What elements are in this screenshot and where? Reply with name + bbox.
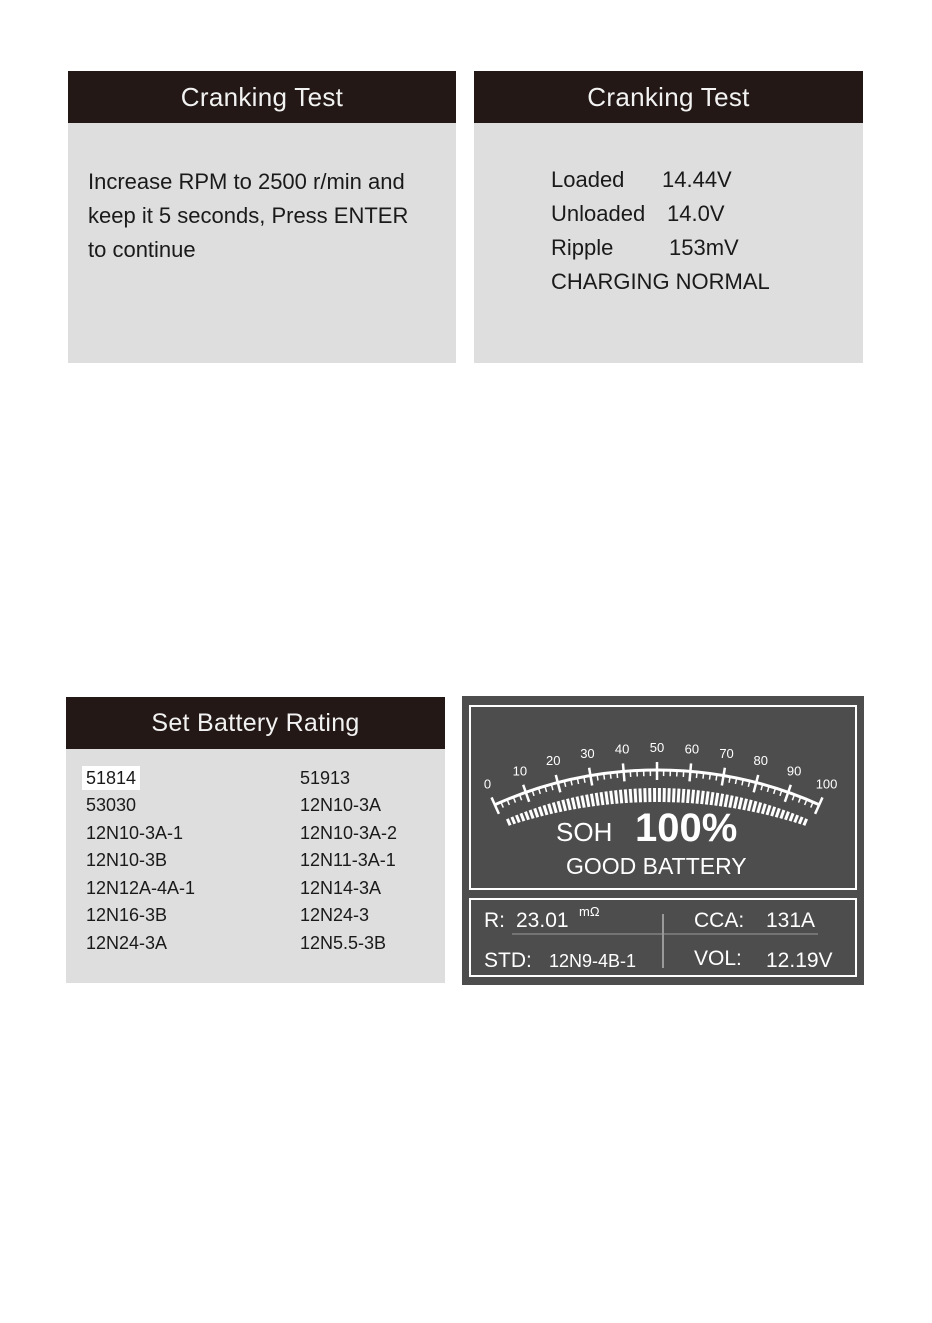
rating-option[interactable]: 12N10-3A-1 — [86, 823, 184, 843]
gauge-level-bar — [635, 789, 636, 803]
rating-option[interactable]: 12N10-3A — [300, 795, 382, 815]
gauge-level-bar — [776, 808, 779, 817]
gauge-level-bar — [606, 791, 608, 804]
gauge-tick-label: 80 — [753, 753, 768, 769]
rating-option[interactable]: 12N12A-4A-1 — [86, 878, 196, 898]
loaded-label: Loaded — [551, 167, 625, 192]
rating-option[interactable]: 12N10-3B — [86, 850, 168, 870]
gauge-tick-label: 20 — [546, 753, 561, 769]
battery-result-graphic — [462, 696, 864, 985]
soh-label: SOH — [556, 817, 613, 847]
gauge-level-bar — [539, 807, 542, 816]
gauge-major-tick — [623, 763, 625, 781]
gauge-level-bar — [563, 800, 566, 811]
gauge-level-bar — [601, 792, 603, 805]
rating-option-selected[interactable]: 51814 — [82, 766, 140, 790]
gauge-tick-label: 40 — [614, 741, 630, 757]
gauge-major-tick — [690, 763, 692, 781]
gauge-level-bar — [577, 797, 580, 809]
gauge-level-bar — [795, 815, 798, 822]
soh-value: 100% — [635, 806, 738, 850]
gauge-level-bar — [697, 790, 698, 803]
resistance-unit: mΩ — [579, 904, 600, 919]
gauge-level-bar — [544, 805, 547, 815]
screen-title: Cranking Test — [68, 71, 456, 123]
gauge-tick-label: 100 — [815, 776, 838, 792]
battery-result-screen — [462, 696, 864, 985]
gauge-level-bar — [587, 795, 589, 807]
ripple-row — [551, 235, 739, 261]
gauge-major-tick — [815, 797, 822, 813]
gauge-minor-tick — [696, 772, 697, 778]
gauge-level-bar — [591, 794, 593, 807]
gauge-level-bar — [799, 817, 802, 824]
rating-option[interactable]: 12N11-3A-1 — [300, 850, 396, 870]
gauge-minor-tick — [610, 773, 611, 779]
gauge-tick-label: 70 — [719, 745, 734, 761]
gauge-level-bar — [739, 798, 742, 810]
ripple-value: 153mV — [669, 235, 739, 260]
gauge-tick-label: 0 — [483, 776, 492, 792]
ripple-label: Ripple — [551, 235, 614, 260]
rating-option[interactable]: 12N14-3A — [300, 878, 382, 898]
gauge-level-bar — [673, 788, 674, 802]
gauge-level-bar — [535, 808, 538, 817]
gauge-minor-tick — [604, 774, 605, 780]
gauge-level-bar — [596, 793, 598, 806]
gauge-level-bar — [611, 791, 613, 804]
rating-option[interactable]: 12N16-3B — [86, 905, 168, 925]
gauge-level-bar — [711, 792, 713, 805]
gauge-level-bar — [706, 791, 708, 804]
gauge-minor-tick — [703, 773, 704, 779]
gauge-major-tick — [722, 768, 725, 786]
rating-option[interactable]: 53030 — [86, 795, 137, 815]
battery-rating-screen — [66, 697, 445, 983]
std-label: STD: — [484, 949, 532, 972]
gauge-level-bar — [516, 815, 519, 822]
gauge-level-bar — [521, 813, 524, 821]
gauge-tick-label: 30 — [580, 745, 595, 761]
gauge-level-bar — [625, 789, 626, 803]
gauge-level-bar — [620, 790, 621, 804]
gauge-minor-tick — [507, 799, 509, 805]
resistance-label: R: — [484, 909, 505, 932]
vol-value: 12.19V — [766, 949, 833, 972]
gauge-level-bar — [678, 789, 679, 803]
screen-title: Cranking Test — [474, 71, 863, 123]
gauge-level-bar — [616, 790, 617, 803]
battery-status: GOOD BATTERY — [566, 853, 747, 879]
gauge-level-bar — [525, 812, 528, 820]
cranking-prompt-screen — [68, 71, 456, 363]
gauge-level-bar — [785, 812, 788, 820]
gauge-level-bar — [530, 810, 533, 819]
screen-title: Set Battery Rating — [66, 697, 445, 749]
gauge-level-bar — [716, 793, 718, 806]
cca-label: CCA: — [694, 909, 745, 932]
unloaded-value: 14.0V — [667, 201, 725, 226]
gauge-major-tick — [589, 768, 592, 786]
gauge-minor-tick — [716, 775, 717, 781]
gauge-minor-tick — [597, 775, 598, 781]
gauge-level-bar — [762, 804, 765, 814]
charging-status: CHARGING NORMAL — [551, 269, 770, 294]
gauge-major-tick — [492, 797, 499, 813]
gauge-level-bar — [772, 807, 775, 816]
rating-option[interactable]: 51913 — [300, 768, 351, 788]
gauge-level-bar — [553, 802, 556, 812]
rating-option[interactable]: 12N10-3A-2 — [300, 823, 398, 843]
gauge-level-bar — [720, 794, 722, 807]
rating-option[interactable]: 12N24-3A — [86, 933, 168, 953]
std-value: 12N9-4B-1 — [549, 951, 637, 971]
rating-option[interactable]: 12N5.5-3B — [300, 933, 387, 953]
gauge-level-bar — [702, 791, 704, 804]
gauge-level-bar — [568, 799, 571, 810]
gauge-level-bar — [549, 804, 552, 814]
loaded-voltage-row — [551, 167, 732, 193]
gauge-level-bar — [753, 801, 756, 812]
gauge-level-bar — [692, 790, 693, 804]
instruction-line: to continue — [88, 237, 196, 262]
gauge-tick-labels — [484, 740, 838, 791]
cca-value: 131A — [766, 909, 816, 932]
gauge-level-bar — [640, 788, 641, 802]
gauge-level-bar — [790, 813, 793, 821]
unloaded-label: Unloaded — [551, 201, 646, 226]
gauge-level-bar — [582, 796, 584, 808]
gauge-tick-label: 10 — [512, 763, 528, 779]
gauge-level-bar — [767, 805, 770, 815]
gauge-level-bar — [804, 819, 807, 825]
instruction-line: Increase RPM to 2500 r/min and — [88, 169, 405, 194]
gauge-level-bar — [572, 798, 575, 810]
gauge-minor-tick — [805, 799, 807, 805]
gauge-level-bar — [507, 819, 510, 825]
gauge-tick-label: 90 — [786, 763, 802, 779]
gauge-tick-label: 50 — [649, 740, 665, 755]
gauge-level-bar — [630, 789, 631, 803]
gauge-minor-tick — [710, 774, 711, 780]
gauge-level-bar — [512, 817, 515, 824]
resistance-value: 23.01 — [516, 909, 569, 932]
gauge-level-bar — [744, 799, 747, 810]
gauge-level-bar — [558, 801, 561, 812]
gauge-tick-label: 60 — [684, 741, 700, 757]
cranking-result-screen — [474, 71, 863, 363]
gauge-level-bar — [688, 789, 689, 803]
loaded-value: 14.44V — [662, 167, 732, 192]
vol-label: VOL: — [694, 947, 742, 970]
unloaded-voltage-row — [551, 201, 725, 227]
gauge-level-bar — [683, 789, 684, 803]
cranking-instruction — [88, 165, 448, 267]
rating-option[interactable]: 12N24-3 — [300, 905, 370, 925]
gauge-level-bar — [748, 800, 751, 811]
gauge-level-bar — [758, 802, 761, 812]
instruction-line: keep it 5 seconds, Press ENTER — [88, 203, 409, 228]
gauge-minor-tick — [617, 772, 618, 778]
gauge-level-bar — [781, 810, 784, 819]
